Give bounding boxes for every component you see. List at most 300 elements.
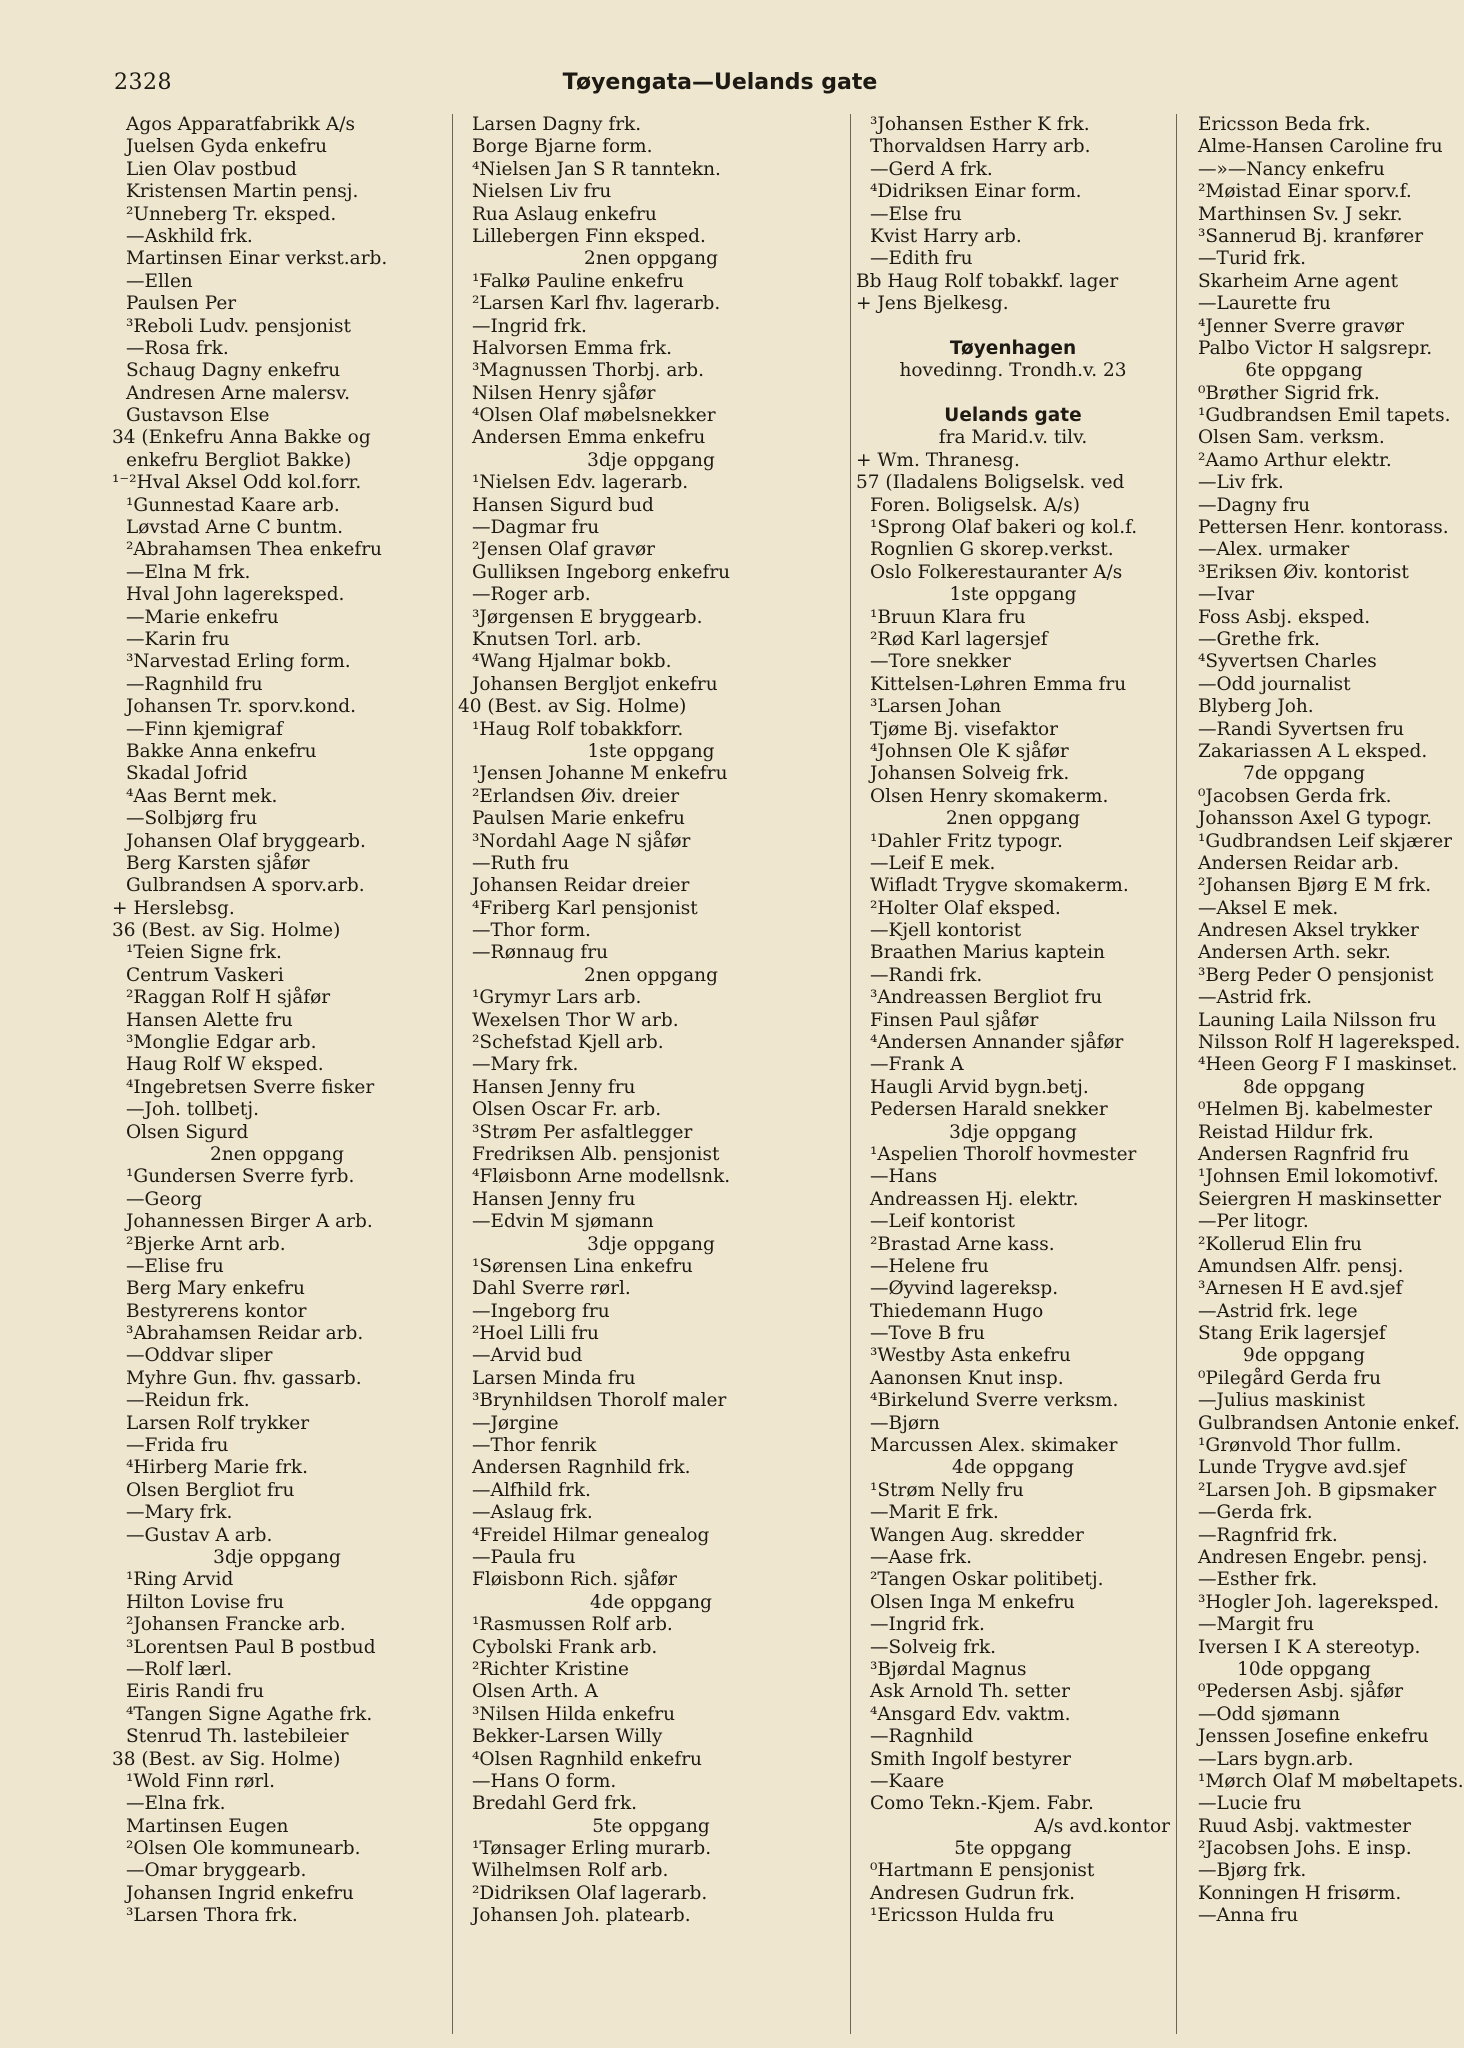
directory-entry: Johansen Olaf bryggearb. xyxy=(126,830,366,852)
directory-entry: Olsen Inga M enkefru xyxy=(870,1591,1075,1613)
directory-entry: ³Nilsen Hilda enkefru xyxy=(472,1703,676,1725)
directory-entry: ¹Gundersen Sverre fyrb. xyxy=(126,1166,355,1188)
directory-entry: —Reidun frk. xyxy=(126,1390,250,1412)
directory-entry: Ericsson Beda frk. xyxy=(1198,114,1371,135)
directory-entry: —Mary frk. xyxy=(126,1502,233,1524)
directory-entry: —Lucie fru xyxy=(1198,1793,1302,1815)
directory-entry: ¹Jensen Johanne M enkefru xyxy=(472,763,728,785)
directory-entry: Nielsen Liv fru xyxy=(472,181,612,203)
directory-entry: —Laurette fru xyxy=(1198,293,1331,315)
directory-entry: ³Berg Peder O pensjonist xyxy=(1198,964,1434,986)
directory-entry: —Aase frk. xyxy=(870,1547,972,1568)
directory-entry: ¹Aspelien Thorolf hovmester xyxy=(870,1143,1137,1165)
directory-entry: ²Jensen Olaf gravør xyxy=(472,539,655,561)
directory-entry: —Margit fru xyxy=(1198,1614,1314,1636)
directory-entry: Nilsson Rolf H lagereksped. xyxy=(1198,1032,1461,1054)
section-heading: Tøyenhagen xyxy=(949,337,1077,359)
directory-entry: Ask Arnold Th. setter xyxy=(870,1681,1070,1703)
directory-entry: Marthinsen Sv. J sekr. xyxy=(1198,203,1403,225)
directory-entry: Pedersen Harald snekker xyxy=(870,1099,1108,1121)
directory-entry: —Leif E mek. xyxy=(870,852,996,874)
directory-entry: —Frida fru xyxy=(126,1435,229,1457)
directory-entry: ²Hoel Lilli fru xyxy=(472,1323,599,1345)
directory-entry: ³Jørgensen E bryggearb. xyxy=(472,606,703,628)
directory-entry: ²Johansen Bjørg E M frk. xyxy=(1198,875,1432,897)
directory-entry: ¹Tønsager Erling murarb. xyxy=(472,1838,712,1860)
directory-entry: ¹Rasmussen Rolf arb. xyxy=(472,1614,673,1636)
section-heading: 7de oppgang xyxy=(1243,763,1365,785)
directory-entry: —»—Nancy enkefru xyxy=(1198,158,1385,180)
column-4 xyxy=(1184,114,1464,2034)
directory-entry: ³Larsen Johan xyxy=(870,696,1002,718)
section-heading: 2nen oppgang xyxy=(584,248,718,270)
directory-entry: Braathen Marius kaptein xyxy=(870,942,1105,964)
directory-entry: Johansen Ingrid enkefru xyxy=(126,1882,354,1904)
directory-entry: —Marie enkefru xyxy=(126,606,279,628)
column-2 xyxy=(458,114,844,2034)
directory-entry: —Paula fru xyxy=(472,1547,576,1568)
directory-entry: Centrum Vaskeri xyxy=(126,964,284,986)
directory-entry: Wangen Aug. skredder xyxy=(870,1524,1084,1546)
directory-entry: Alme-Hansen Caroline fru xyxy=(1198,136,1443,158)
directory-entry: ⁰Brøther Sigrid frk. xyxy=(1198,382,1380,404)
directory-entry: Tjøme Bj. visefaktor xyxy=(870,718,1058,740)
directory-entry: —Ruth fru xyxy=(472,852,570,874)
directory-entry: ²Richter Kristine xyxy=(472,1658,629,1680)
directory-entry: —Elna frk. xyxy=(126,1793,226,1815)
directory-entry: Bekker-Larsen Willy xyxy=(472,1726,663,1748)
directory-entry: —Edvin M sjømann xyxy=(472,1211,654,1233)
directory-entry: —Aksel E mek. xyxy=(1198,897,1339,919)
directory-entry: Juelsen Gyda enkefru xyxy=(126,136,328,158)
directory-entry: ¹Strøm Nelly fru xyxy=(870,1479,1024,1501)
directory-entry: Johansen Bergljot enkefru xyxy=(472,673,718,695)
directory-entry: ¹Nielsen Edv. lagerarb. xyxy=(472,472,689,494)
directory-entry: —Else fru xyxy=(870,203,962,225)
directory-entry: Palbo Victor H salgsrepr. xyxy=(1198,337,1433,359)
directory-entry: —Solveig frk. xyxy=(870,1636,997,1658)
directory-entry: —Mary frk. xyxy=(472,1054,579,1076)
directory-entry: Løvstad Arne C buntm. xyxy=(126,517,344,539)
directory-entry: ¹Teien Signe frk. xyxy=(126,942,282,964)
directory-entry: ³Johansen Esther K frk. xyxy=(870,114,1090,135)
directory-entry: + Herslebsg. xyxy=(112,897,235,919)
directory-entry: —Gerda frk. xyxy=(1198,1502,1313,1524)
directory-entry: Marcussen Alex. skimaker xyxy=(870,1435,1118,1457)
section-heading: hovedinng. Trondh.v. 23 xyxy=(899,360,1127,382)
directory-entry: ⁴Hirberg Marie frk. xyxy=(126,1457,309,1479)
directory-entry: ³Brynhildsen Thorolf maler xyxy=(472,1390,727,1412)
section-heading: 1ste oppgang xyxy=(949,584,1077,606)
directory-entry: Hansen Jenny fru xyxy=(472,1076,636,1098)
directory-entry: Stang Erik lagersjef xyxy=(1198,1323,1386,1345)
directory-entry: Agos Apparatfabrikk A/s xyxy=(126,114,355,135)
section-heading: 5te oppgang xyxy=(954,1838,1072,1860)
directory-entry: —Oddvar sliper xyxy=(126,1345,273,1367)
section-heading: Uelands gate xyxy=(944,405,1082,427)
directory-entry: 57 (Iladalens Boligselsk. ved xyxy=(856,472,1125,494)
directory-entry: Rognlien G skorep.verkst. xyxy=(870,539,1114,561)
directory-entry: ³Narvestad Erling form. xyxy=(126,651,351,673)
directory-entry: ⁴Jenner Sverre gravør xyxy=(1198,315,1405,337)
directory-entry: —Karin fru xyxy=(126,628,230,650)
directory-entry: —Ingeborg fru xyxy=(472,1300,610,1322)
directory-entry: Olsen Bergliot fru xyxy=(126,1479,295,1501)
directory-entry: Kristensen Martin pensj. xyxy=(126,181,359,203)
directory-entry: Jenssen Josefine enkefru xyxy=(1198,1726,1429,1748)
directory-entry: ⁴Aas Bernt mek. xyxy=(126,785,278,807)
directory-entry: Andersen Arth. sekr. xyxy=(1198,942,1391,964)
directory-entry: Zakariassen A L eksped. xyxy=(1198,740,1428,762)
section-heading: 3dje oppgang xyxy=(949,1121,1077,1143)
directory-entry: ²Bjerke Arnt arb. xyxy=(126,1233,286,1255)
directory-entry: —Lars bygn.arb. xyxy=(1198,1748,1354,1770)
directory-entry: —Randi frk. xyxy=(870,964,983,986)
section-heading: fra Marid.v. tilv. xyxy=(938,427,1088,449)
directory-entry: ⁰Pilegård Gerda fru xyxy=(1198,1367,1382,1389)
directory-entry: —Esther frk. xyxy=(1198,1569,1318,1591)
directory-entry: ¹Dahler Fritz typogr. xyxy=(870,830,1063,852)
directory-entry: —Solbjørg fru xyxy=(126,808,258,830)
directory-entry: Amundsen Alfr. pensj. xyxy=(1198,1255,1404,1277)
directory-entry: ³Magnussen Thorbj. arb. xyxy=(472,360,704,382)
directory-columns xyxy=(112,114,1464,2034)
directory-entry: ²Tangen Oskar politibetj. xyxy=(870,1569,1104,1591)
directory-entry: Kvist Harry arb. xyxy=(870,225,1022,247)
directory-entry: —Gerd A frk. xyxy=(870,158,993,180)
directory-entry: —Alfhild frk. xyxy=(472,1479,591,1501)
directory-entry: ⁴Heen Georg F I maskinset. xyxy=(1198,1054,1458,1076)
directory-entry: ²Jacobsen Johs. E insp. xyxy=(1198,1838,1412,1860)
directory-entry xyxy=(856,316,1170,338)
directory-entry: —Rønnaug fru xyxy=(472,942,609,964)
directory-entry: Larsen Rolf trykker xyxy=(126,1412,310,1434)
directory-entry: ¹Wold Finn rørl. xyxy=(126,1770,276,1792)
directory-entry: ²Abrahamsen Thea enkefru xyxy=(126,539,382,561)
directory-entry: Skadal Jofrid xyxy=(126,763,248,785)
directory-entry: —Tove B fru xyxy=(870,1323,985,1345)
directory-entry xyxy=(856,383,1170,405)
directory-entry: Haugli Arvid bygn.betj. xyxy=(870,1076,1089,1098)
directory-entry: Cybolski Frank arb. xyxy=(472,1636,658,1658)
directory-entry: Konningen H frisørm. xyxy=(1198,1882,1402,1904)
directory-entry: ⁰Pedersen Asbj. sjåfør xyxy=(1198,1681,1404,1703)
directory-entry: —Astrid frk. lege xyxy=(1198,1300,1358,1322)
directory-entry: Andersen Reidar arb. xyxy=(1198,852,1400,874)
section-heading: 3dje oppgang xyxy=(587,449,715,471)
directory-entry: ¹Gudbrandsen Leif skjærer xyxy=(1198,830,1453,852)
directory-entry: —Liv frk. xyxy=(1198,472,1284,494)
directory-entry: ⁴Birkelund Sverre verksm. xyxy=(870,1390,1119,1412)
page-title: Tøyengata—Uelands gate xyxy=(562,70,878,95)
directory-entry: —Askhild frk. xyxy=(126,225,253,247)
directory-entry: Thorvaldsen Harry arb. xyxy=(870,136,1091,158)
directory-entry: Paulsen Marie enkefru xyxy=(472,808,685,830)
directory-entry: ¹⁻²Hval Aksel Odd kol.forr. xyxy=(112,472,362,494)
directory-entry: ²Schefstad Kjell arb. xyxy=(472,1032,664,1054)
directory-entry: Olsen Sigurd xyxy=(126,1121,249,1143)
directory-entry: —Kaare xyxy=(870,1770,945,1792)
directory-entry: Berg Mary enkefru xyxy=(126,1278,305,1300)
directory-entry: —Julius maskinist xyxy=(1198,1390,1365,1412)
directory-entry: Johansen Reidar dreier xyxy=(472,875,690,897)
directory-entry: Haug Rolf W eksped. xyxy=(126,1054,324,1076)
directory-entry: Aanonsen Knut insp. xyxy=(870,1367,1064,1389)
directory-entry: Smith Ingolf bestyrer xyxy=(870,1748,1072,1770)
directory-entry: Schaug Dagny enkefru xyxy=(126,360,341,382)
directory-entry: —Ellen xyxy=(126,270,193,292)
directory-entry: ⁴Tangen Signe Agathe frk. xyxy=(126,1703,373,1725)
directory-entry: Olsen Sam. verksm. xyxy=(1198,427,1385,449)
directory-entry: —Turid frk. xyxy=(1198,248,1307,270)
section-heading: 1ste oppgang xyxy=(587,740,715,762)
directory-entry: ⁰Jacobsen Gerda frk. xyxy=(1198,785,1392,807)
directory-entry: Finsen Paul sjåfør xyxy=(870,1009,1039,1031)
directory-entry: Hval John lagereksped. xyxy=(126,584,345,606)
directory-entry: enkefru Bergliot Bakke) xyxy=(126,449,352,471)
directory-entry: ⁴Didriksen Einar form. xyxy=(870,181,1082,203)
directory-entry: —Astrid frk. xyxy=(1198,987,1313,1009)
directory-entry: Olsen Oscar Fr. arb. xyxy=(472,1099,662,1121)
directory-entry: Bb Haug Rolf tobakkf. lager xyxy=(856,270,1119,292)
directory-entry: 38 (Best. av Sig. Holme) xyxy=(112,1748,341,1770)
directory-entry: Nilsen Henry sjåfør xyxy=(472,382,656,404)
directory-entry: + Jens Bjelkesg. xyxy=(856,293,1009,315)
directory-entry: ²Larsen Joh. B gipsmaker xyxy=(1198,1479,1437,1501)
directory-entry: ³Andreassen Bergliot fru xyxy=(870,987,1103,1009)
directory-entry: ¹Sprong Olaf bakeri og kol.f. xyxy=(870,517,1138,539)
directory-entry: Knutsen Torl. arb. xyxy=(472,628,642,650)
directory-entry: —Øyvind lagereksp. xyxy=(870,1278,1059,1300)
directory-entry: Andersen Emma enkefru xyxy=(472,427,706,449)
section-heading: 5te oppgang xyxy=(592,1815,710,1837)
directory-entry: Blyberg Joh. xyxy=(1198,696,1314,718)
directory-entry: Olsen Henry skomakerm. xyxy=(870,785,1109,807)
directory-entry: ¹Johnsen Emil lokomotivf. xyxy=(1198,1166,1439,1188)
directory-entry: Martinsen Eugen xyxy=(126,1815,289,1837)
directory-entry: ²Holter Olaf eksped. xyxy=(870,897,1061,919)
directory-entry: Ruud Asbj. vaktmester xyxy=(1198,1815,1412,1837)
directory-entry: Wifladt Trygve skomakerm. xyxy=(870,875,1129,897)
directory-entry: Halvorsen Emma frk. xyxy=(472,337,673,359)
directory-entry: + Wm. Thranesg. xyxy=(856,449,1020,471)
directory-entry: —Marit E frk. xyxy=(870,1502,999,1524)
directory-entry: Lillebergen Finn eksped. xyxy=(472,225,706,247)
directory-entry: Johansson Axel G typogr. xyxy=(1198,808,1432,830)
directory-entry: —Dagny fru xyxy=(1198,494,1311,516)
directory-entry: —Jørgine xyxy=(472,1412,559,1434)
directory-entry: —Elise fru xyxy=(126,1255,224,1277)
directory-entry: ³Westby Asta enkefru xyxy=(870,1345,1071,1367)
section-heading: 3dje oppgang xyxy=(213,1547,341,1568)
directory-entry: ²Raggan Rolf H sjåfør xyxy=(126,987,331,1009)
directory-entry: ⁴Freidel Hilmar genealog xyxy=(472,1524,710,1546)
directory-entry: —Dagmar fru xyxy=(472,517,600,539)
directory-entry: Andresen Gudrun frk. xyxy=(870,1882,1076,1904)
directory-entry: —Ragnhild xyxy=(870,1726,974,1748)
directory-entry: Eiris Randi fru xyxy=(126,1681,265,1703)
directory-entry: ²Johansen Francke arb. xyxy=(126,1614,346,1636)
directory-entry: Myhre Gun. fhv. gassarb. xyxy=(126,1367,362,1389)
directory-entry: —Ingrid frk. xyxy=(870,1614,985,1636)
directory-entry: —Alex. urmaker xyxy=(1198,539,1350,561)
directory-entry: Wilhelmsen Rolf arb. xyxy=(472,1860,669,1882)
directory-entry: ²Didriksen Olaf lagerarb. xyxy=(472,1882,708,1904)
directory-entry: ¹Haug Rolf tobakkforr. xyxy=(472,718,684,740)
directory-entry: —Thor form. xyxy=(472,920,591,942)
directory-entry: —Tore snekker xyxy=(870,651,1011,673)
directory-entry: Skarheim Arne agent xyxy=(1198,270,1399,292)
column-3 xyxy=(856,114,1170,2034)
directory-entry: Hansen Alette fru xyxy=(126,1009,293,1031)
directory-entry: Larsen Dagny frk. xyxy=(472,114,642,135)
directory-entry: Hansen Sigurd bud xyxy=(472,494,654,516)
directory-entry: ³Nordahl Aage N sjåfør xyxy=(472,830,691,852)
directory-entry: Foss Asbj. eksped. xyxy=(1198,606,1371,628)
directory-entry: ⁴Nielsen Jan S R tanntekn. xyxy=(472,158,721,180)
directory-entry: —Aslaug frk. xyxy=(472,1502,593,1524)
directory-entry: ²Møistad Einar sporv.f. xyxy=(1198,181,1412,203)
directory-entry: Gustavson Else xyxy=(126,405,270,427)
directory-entry: —Hans O form. xyxy=(472,1770,617,1792)
directory-entry: Launing Laila Nilsson fru xyxy=(1198,1009,1437,1031)
section-heading: 8de oppgang xyxy=(1243,1076,1365,1098)
directory-entry: Lunde Trygve avd.sjef xyxy=(1198,1457,1406,1479)
directory-entry: ²Aamo Arthur elektr. xyxy=(1198,449,1392,471)
directory-entry: —Gustav A arb. xyxy=(126,1524,273,1546)
directory-entry: Rua Aslaug enkefru xyxy=(472,203,657,225)
section-heading: 4de oppgang xyxy=(952,1457,1074,1479)
directory-entry: Como Tekn.-Kjem. Fabr. xyxy=(870,1793,1094,1815)
section-heading: 4de oppgang xyxy=(590,1591,712,1613)
directory-entry: ¹Bruun Klara fru xyxy=(870,606,1026,628)
directory-entry: —Kjell kontorist xyxy=(870,920,1022,942)
directory-entry: Andresen Engebr. pensj. xyxy=(1198,1547,1428,1568)
directory-entry: —Thor fenrik xyxy=(472,1435,597,1457)
directory-entry: —Frank A xyxy=(870,1054,964,1076)
directory-entry: ⁴Wang Hjalmar bokb. xyxy=(472,651,672,673)
directory-entry: ²Olsen Ole kommunearb. xyxy=(126,1838,361,1860)
directory-entry: Reistad Hildur frk. xyxy=(1198,1121,1374,1143)
directory-entry: ⁴Syvertsen Charles xyxy=(1198,651,1377,673)
directory-entry: ²Brastad Arne kass. xyxy=(870,1233,1055,1255)
directory-entry: ²Kollerud Elin fru xyxy=(1198,1233,1362,1255)
directory-entry: —Ragnhild fru xyxy=(126,673,263,695)
directory-entry: Fredriksen Alb. pensjonist xyxy=(472,1143,720,1165)
directory-entry: Gulbrandsen A sporv.arb. xyxy=(126,875,365,897)
directory-entry: ³Monglie Edgar arb. xyxy=(126,1032,317,1054)
directory-entry: ¹Sørensen Lina enkefru xyxy=(472,1255,693,1277)
directory-entry: ¹Ring Arvid xyxy=(126,1569,234,1591)
directory-entry: 36 (Best. av Sig. Holme) xyxy=(112,920,341,942)
directory-entry: ¹Falkø Pauline enkefru xyxy=(472,270,684,292)
directory-entry: ³Hogler Joh. lagereksped. xyxy=(1198,1591,1440,1613)
column-1 xyxy=(112,114,442,2034)
directory-entry: ²Rød Karl lagersjef xyxy=(870,628,1048,650)
directory-entry: ³Eriksen Øiv. kontorist xyxy=(1198,561,1409,583)
section-heading: 2nen oppgang xyxy=(584,964,718,986)
directory-entry: Andresen Arne malersv. xyxy=(126,382,351,404)
directory-entry: ³Larsen Thora frk. xyxy=(126,1905,298,1927)
directory-entry: —Per litogr. xyxy=(1198,1211,1309,1233)
directory-entry: Andersen Ragnhild frk. xyxy=(472,1457,691,1479)
directory-entry: —Randi Syvertsen fru xyxy=(1198,718,1405,740)
directory-entry: ⁰Hartmann E pensjonist xyxy=(870,1860,1095,1882)
directory-entry: ⁴Andersen Annander sjåfør xyxy=(870,1032,1124,1054)
directory-entry: 40 (Best. av Sig. Holme) xyxy=(458,696,687,718)
directory-entry: ⁰Helmen Bj. kabelmester xyxy=(1198,1099,1432,1121)
directory-entry: ⁴Ansgard Edv. vaktm. xyxy=(870,1703,1071,1725)
section-heading: 2nen oppgang xyxy=(946,808,1080,830)
directory-entry: —Finn kjemigraf xyxy=(126,718,283,740)
directory-entry: —Rosa frk. xyxy=(126,337,229,359)
directory-entry: ¹Grymyr Lars arb. xyxy=(472,987,642,1009)
directory-entry: Bakke Anna enkefru xyxy=(126,740,317,762)
directory-entry: Johannessen Birger A arb. xyxy=(126,1211,373,1233)
directory-entry: —Georg xyxy=(126,1188,203,1210)
directory-entry: Borge Bjarne form. xyxy=(472,136,653,158)
directory-entry: —Odd journalist xyxy=(1198,673,1351,695)
directory-entry: ⁴Ingebretsen Sverre fisker xyxy=(126,1076,375,1098)
directory-entry: —Anna fru xyxy=(1198,1905,1299,1927)
directory-entry: Wexelsen Thor W arb. xyxy=(472,1009,679,1031)
directory-entry: ²Larsen Karl fhv. lagerarb. xyxy=(472,293,721,315)
directory-entry: Martinsen Einar verkst.arb. xyxy=(126,248,388,270)
directory-entry: Dahl Sverre rørl. xyxy=(472,1278,631,1300)
directory-entry: Foren. Boligselsk. A/s) xyxy=(870,494,1080,516)
directory-entry: ¹Gunnestad Kaare arb. xyxy=(126,494,340,516)
directory-entry: Bredahl Gerd frk. xyxy=(472,1793,638,1815)
directory-entry: ¹Gudbrandsen Emil tapets. xyxy=(1198,405,1451,427)
directory-entry: Hansen Jenny fru xyxy=(472,1188,636,1210)
directory-entry: ¹Grønvold Thor fullm. xyxy=(1198,1435,1402,1457)
directory-entry: Larsen Minda fru xyxy=(472,1367,636,1389)
directory-entry: Seiergren H maskinsetter xyxy=(1198,1188,1441,1210)
directory-entry: Oslo Folkerestauranter A/s xyxy=(870,561,1123,583)
section-heading: 2nen oppgang xyxy=(210,1143,344,1165)
directory-entry: ³Abrahamsen Reidar arb. xyxy=(126,1323,364,1345)
directory-entry: —Elna M frk. xyxy=(126,561,251,583)
directory-entry: Andreassen Hj. elektr. xyxy=(870,1188,1079,1210)
directory-entry: ⁴Olsen Olaf møbelsnekker xyxy=(472,405,716,427)
section-heading: 10de oppgang xyxy=(1237,1658,1371,1680)
directory-entry: ³Sannerud Bj. kranfører xyxy=(1198,225,1424,247)
directory-entry: ⁴Johnsen Ole K sjåfør xyxy=(870,740,1069,762)
directory-entry: —Helene fru xyxy=(870,1255,989,1277)
directory-entry: —Hans xyxy=(870,1166,938,1188)
directory-entry: ³Lorentsen Paul B postbud xyxy=(126,1636,376,1658)
directory-entry: Andersen Ragnfrid fru xyxy=(1198,1143,1410,1165)
directory-entry: 34 (Enkefru Anna Bakke og xyxy=(112,427,371,449)
directory-entry: —Roger arb. xyxy=(472,584,591,606)
directory-entry: ¹Ericsson Hulda fru xyxy=(870,1905,1055,1927)
directory-entry: —Ragnfrid frk. xyxy=(1198,1524,1338,1546)
directory-entry: Berg Karsten sjåfør xyxy=(126,852,310,874)
directory-entry: Hilton Lovise fru xyxy=(126,1591,285,1613)
directory-entry: —Bjørg frk. xyxy=(1198,1860,1307,1882)
directory-entry: Paulsen Per xyxy=(126,293,237,315)
directory-entry: Fløisbonn Rich. sjåfør xyxy=(472,1569,677,1591)
directory-entry: Pettersen Henr. kontorass. xyxy=(1198,517,1449,539)
directory-entry: ²Unneberg Tr. eksped. xyxy=(126,203,337,225)
directory-entry: Lien Olav postbud xyxy=(126,158,297,180)
directory-entry: Johansen Solveig frk. xyxy=(870,763,1070,785)
directory-entry: Gulbrandsen Antonie enkef. xyxy=(1198,1412,1460,1434)
directory-entry: Bestyrerens kontor xyxy=(126,1300,307,1322)
directory-entry: ³Strøm Per asfaltlegger xyxy=(472,1121,693,1143)
directory-entry: —Omar bryggearb. xyxy=(126,1860,307,1882)
directory-entry: —Ivar xyxy=(1198,584,1255,606)
